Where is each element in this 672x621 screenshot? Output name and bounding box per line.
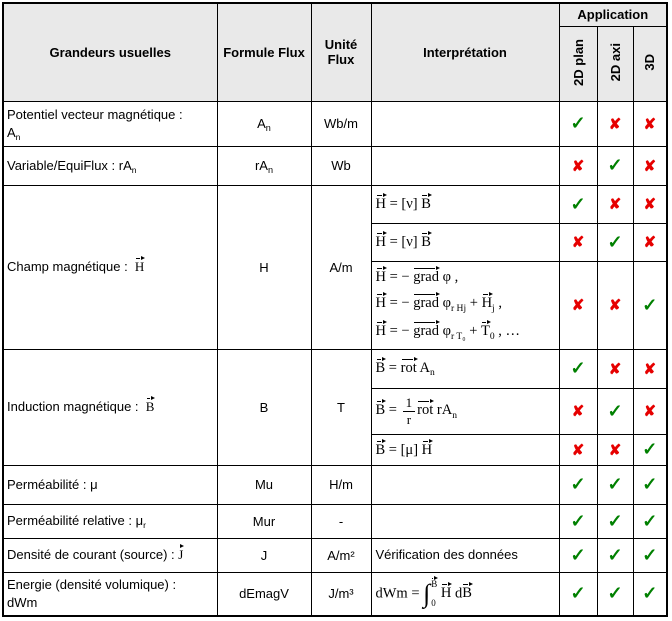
mark-2d-plan [559, 185, 597, 223]
cross-icon: ✘ [643, 403, 657, 420]
formula-cell: dEmagV [217, 572, 311, 616]
check-icon: ✓ [607, 231, 623, 252]
vector-symbol: B [462, 585, 472, 602]
vector-symbol: B [421, 196, 431, 212]
vector-symbol: H [375, 269, 386, 285]
interpretation-cell [371, 101, 559, 146]
quantity-cell: Potentiel vecteur magnétique : $A_n$ [3, 101, 217, 146]
vector-symbol: H [375, 323, 386, 339]
interpretation-cell [371, 146, 559, 185]
formula-cell: Mur [217, 504, 311, 538]
mark-2d-axi [597, 504, 633, 538]
check-icon: ✓ [607, 400, 623, 421]
vector-symbol: B [375, 402, 386, 419]
mark-3d [633, 572, 667, 616]
check-icon: ✓ [607, 474, 623, 494]
fraction: $\frac{1}{r}$ [403, 396, 416, 425]
formula-cell: B [217, 349, 311, 465]
interpretation-cell: H = [ν] B [371, 223, 559, 261]
check-icon: ✓ [570, 193, 586, 214]
header-2d-axi: 2D axi [597, 26, 633, 101]
mark-2d-axi [597, 185, 633, 223]
check-icon: ✓ [642, 583, 658, 604]
vector-symbol: H [375, 234, 386, 250]
mark-2d-axi [597, 572, 633, 616]
check-icon: ✓ [642, 510, 658, 531]
quantity-cell: Champ magnétique : H [3, 185, 217, 349]
mark-2d-axi [597, 101, 633, 146]
mark-2d-plan [559, 572, 597, 616]
vector-symbol: B [375, 441, 386, 458]
header-formula: Formule Flux [217, 3, 311, 101]
mark-2d-axi [597, 538, 633, 572]
cross-icon: ✘ [608, 297, 622, 314]
table-row [3, 101, 667, 146]
quantity-cell: Densité de courant (source) : J [3, 538, 217, 572]
mark-2d-plan [559, 223, 597, 261]
mark-2d-plan [559, 101, 597, 146]
check-icon: ✓ [570, 113, 586, 133]
cross-icon: ✘ [608, 115, 622, 133]
mark-2d-axi [597, 388, 633, 434]
cross-icon: ✘ [571, 441, 585, 459]
mark-3d [633, 185, 667, 223]
check-icon: ✓ [642, 294, 658, 315]
check-icon: ✓ [607, 544, 623, 565]
cross-icon: ✘ [608, 360, 622, 378]
formula-cell: $A_n$ [217, 101, 311, 146]
mark-3d [633, 434, 667, 465]
mark-2d-plan [559, 504, 597, 538]
header-quantity: Grandeurs usuelles [3, 3, 217, 101]
interpretation-cell: B = rot $A_n$ [371, 349, 559, 388]
mark-2d-axi [597, 465, 633, 504]
mark-2d-plan [559, 146, 597, 185]
interpretation-cell: B = $\frac{1}{r}$ rot $rA_n$ [371, 388, 559, 434]
mark-3d [633, 223, 667, 261]
vector-symbol: B [375, 359, 386, 376]
table-row [3, 349, 667, 388]
vector-symbol: T [481, 323, 490, 339]
check-icon: ✓ [642, 474, 658, 494]
quantity-cell: Energie (densité volumique) : dWm [3, 572, 217, 616]
vector-symbol: H [440, 585, 452, 602]
quantity-cell: Induction magnétique : B [3, 349, 217, 465]
cross-icon: ✘ [571, 157, 585, 175]
unit-cell: Wb [311, 146, 371, 185]
vector-symbol: J [178, 547, 184, 563]
unit-cell: A/m² [311, 538, 371, 572]
mark-3d [633, 465, 667, 504]
mark-3d [633, 101, 667, 146]
check-icon: ✓ [570, 474, 586, 494]
cross-icon: ✘ [608, 441, 622, 459]
cross-icon: ✘ [571, 234, 585, 251]
formula-cell: H [217, 185, 311, 349]
unit-cell: - [311, 504, 371, 538]
overarrow-operator: grad [413, 323, 439, 339]
table-row [3, 572, 667, 616]
cross-icon: ✘ [643, 234, 657, 251]
cross-icon: ✘ [608, 196, 622, 213]
vector-symbol: B [145, 399, 155, 415]
table-row [3, 146, 667, 185]
interpretation-cell: H = − grad φ , H = − grad $\varphi_{r Hj} + H_j$ , H = − grad $\varphi_{r T_0} + T_0$ , … [371, 261, 559, 349]
check-icon: ✓ [607, 583, 623, 604]
mark-2d-plan [559, 465, 597, 504]
mark-3d [633, 538, 667, 572]
mark-3d [633, 504, 667, 538]
mark-2d-axi [597, 349, 633, 388]
check-icon: ✓ [607, 510, 623, 531]
mark-2d-axi [597, 223, 633, 261]
check-icon: ✓ [570, 583, 586, 604]
mark-2d-axi [597, 261, 633, 349]
interpretation-cell: dWm = ∫ B 0 H dB [371, 572, 559, 616]
interpretation-cell: Vérification des données [371, 538, 559, 572]
table-body [3, 101, 667, 616]
quantity-cell: Perméabilité relative : $\mu_r$ [3, 504, 217, 538]
unit-cell: A/m [311, 185, 371, 349]
unit-cell: J/m³ [311, 572, 371, 616]
overarrow-operator: grad [413, 269, 439, 285]
header-interpretation: Interprétation [371, 3, 559, 101]
mark-2d-plan [559, 388, 597, 434]
interpretation-cell [371, 504, 559, 538]
table-row [3, 185, 667, 223]
check-icon: ✓ [642, 439, 658, 459]
mark-3d [633, 146, 667, 185]
check-icon: ✓ [570, 358, 586, 378]
overarrow-operator: rot [417, 402, 434, 419]
unit-cell: H/m [311, 465, 371, 504]
vector-symbol: H [481, 295, 493, 311]
cross-icon: ✘ [643, 115, 657, 133]
mark-2d-plan [559, 538, 597, 572]
mark-3d [633, 388, 667, 434]
cross-icon: ✘ [571, 297, 585, 314]
cross-icon: ✘ [643, 157, 657, 175]
header-3d: 3D [633, 26, 667, 101]
vector-symbol: H [375, 196, 386, 212]
cross-icon: ✘ [643, 360, 657, 378]
check-icon: ✓ [570, 510, 586, 531]
vector-symbol: H [421, 441, 433, 458]
overarrow-operator: grad [413, 295, 439, 311]
quantity-cell: Variable/EquiFlux : $rA_n$ [3, 146, 217, 185]
mark-2d-axi [597, 146, 633, 185]
mark-2d-plan [559, 349, 597, 388]
vector-symbol: H [134, 259, 145, 275]
mark-2d-axi [597, 434, 633, 465]
header-unit: Unité Flux [311, 3, 371, 101]
overarrow-operator: rot [400, 359, 417, 376]
mark-2d-plan [559, 434, 597, 465]
vector-symbol: H [375, 295, 386, 311]
cross-icon: ✘ [643, 196, 657, 213]
header-application: Application [559, 3, 667, 26]
check-icon: ✓ [607, 155, 623, 175]
formula-cell: Mu [217, 465, 311, 504]
interpretation-cell [371, 465, 559, 504]
unit-cell: Wb/m [311, 101, 371, 146]
magnetic-quantities-table [2, 2, 668, 617]
mark-2d-plan [559, 261, 597, 349]
integral: ∫ B 0 [423, 578, 438, 608]
header-2d-plan: 2D plan [559, 26, 597, 101]
vector-symbol: B [421, 234, 431, 250]
check-icon: ✓ [642, 544, 658, 565]
mark-3d [633, 261, 667, 349]
check-icon: ✓ [570, 544, 586, 565]
cross-icon: ✘ [571, 403, 585, 420]
unit-cell: T [311, 349, 371, 465]
table-row [3, 504, 667, 538]
formula-cell: $rA_n$ [217, 146, 311, 185]
table-row [3, 538, 667, 572]
interpretation-cell: H = [ν] B [371, 185, 559, 223]
formula-cell: J [217, 538, 311, 572]
interpretation-cell: B = [μ] H [371, 434, 559, 465]
quantity-cell: Perméabilité : μ [3, 465, 217, 504]
mark-3d [633, 349, 667, 388]
table-row [3, 465, 667, 504]
